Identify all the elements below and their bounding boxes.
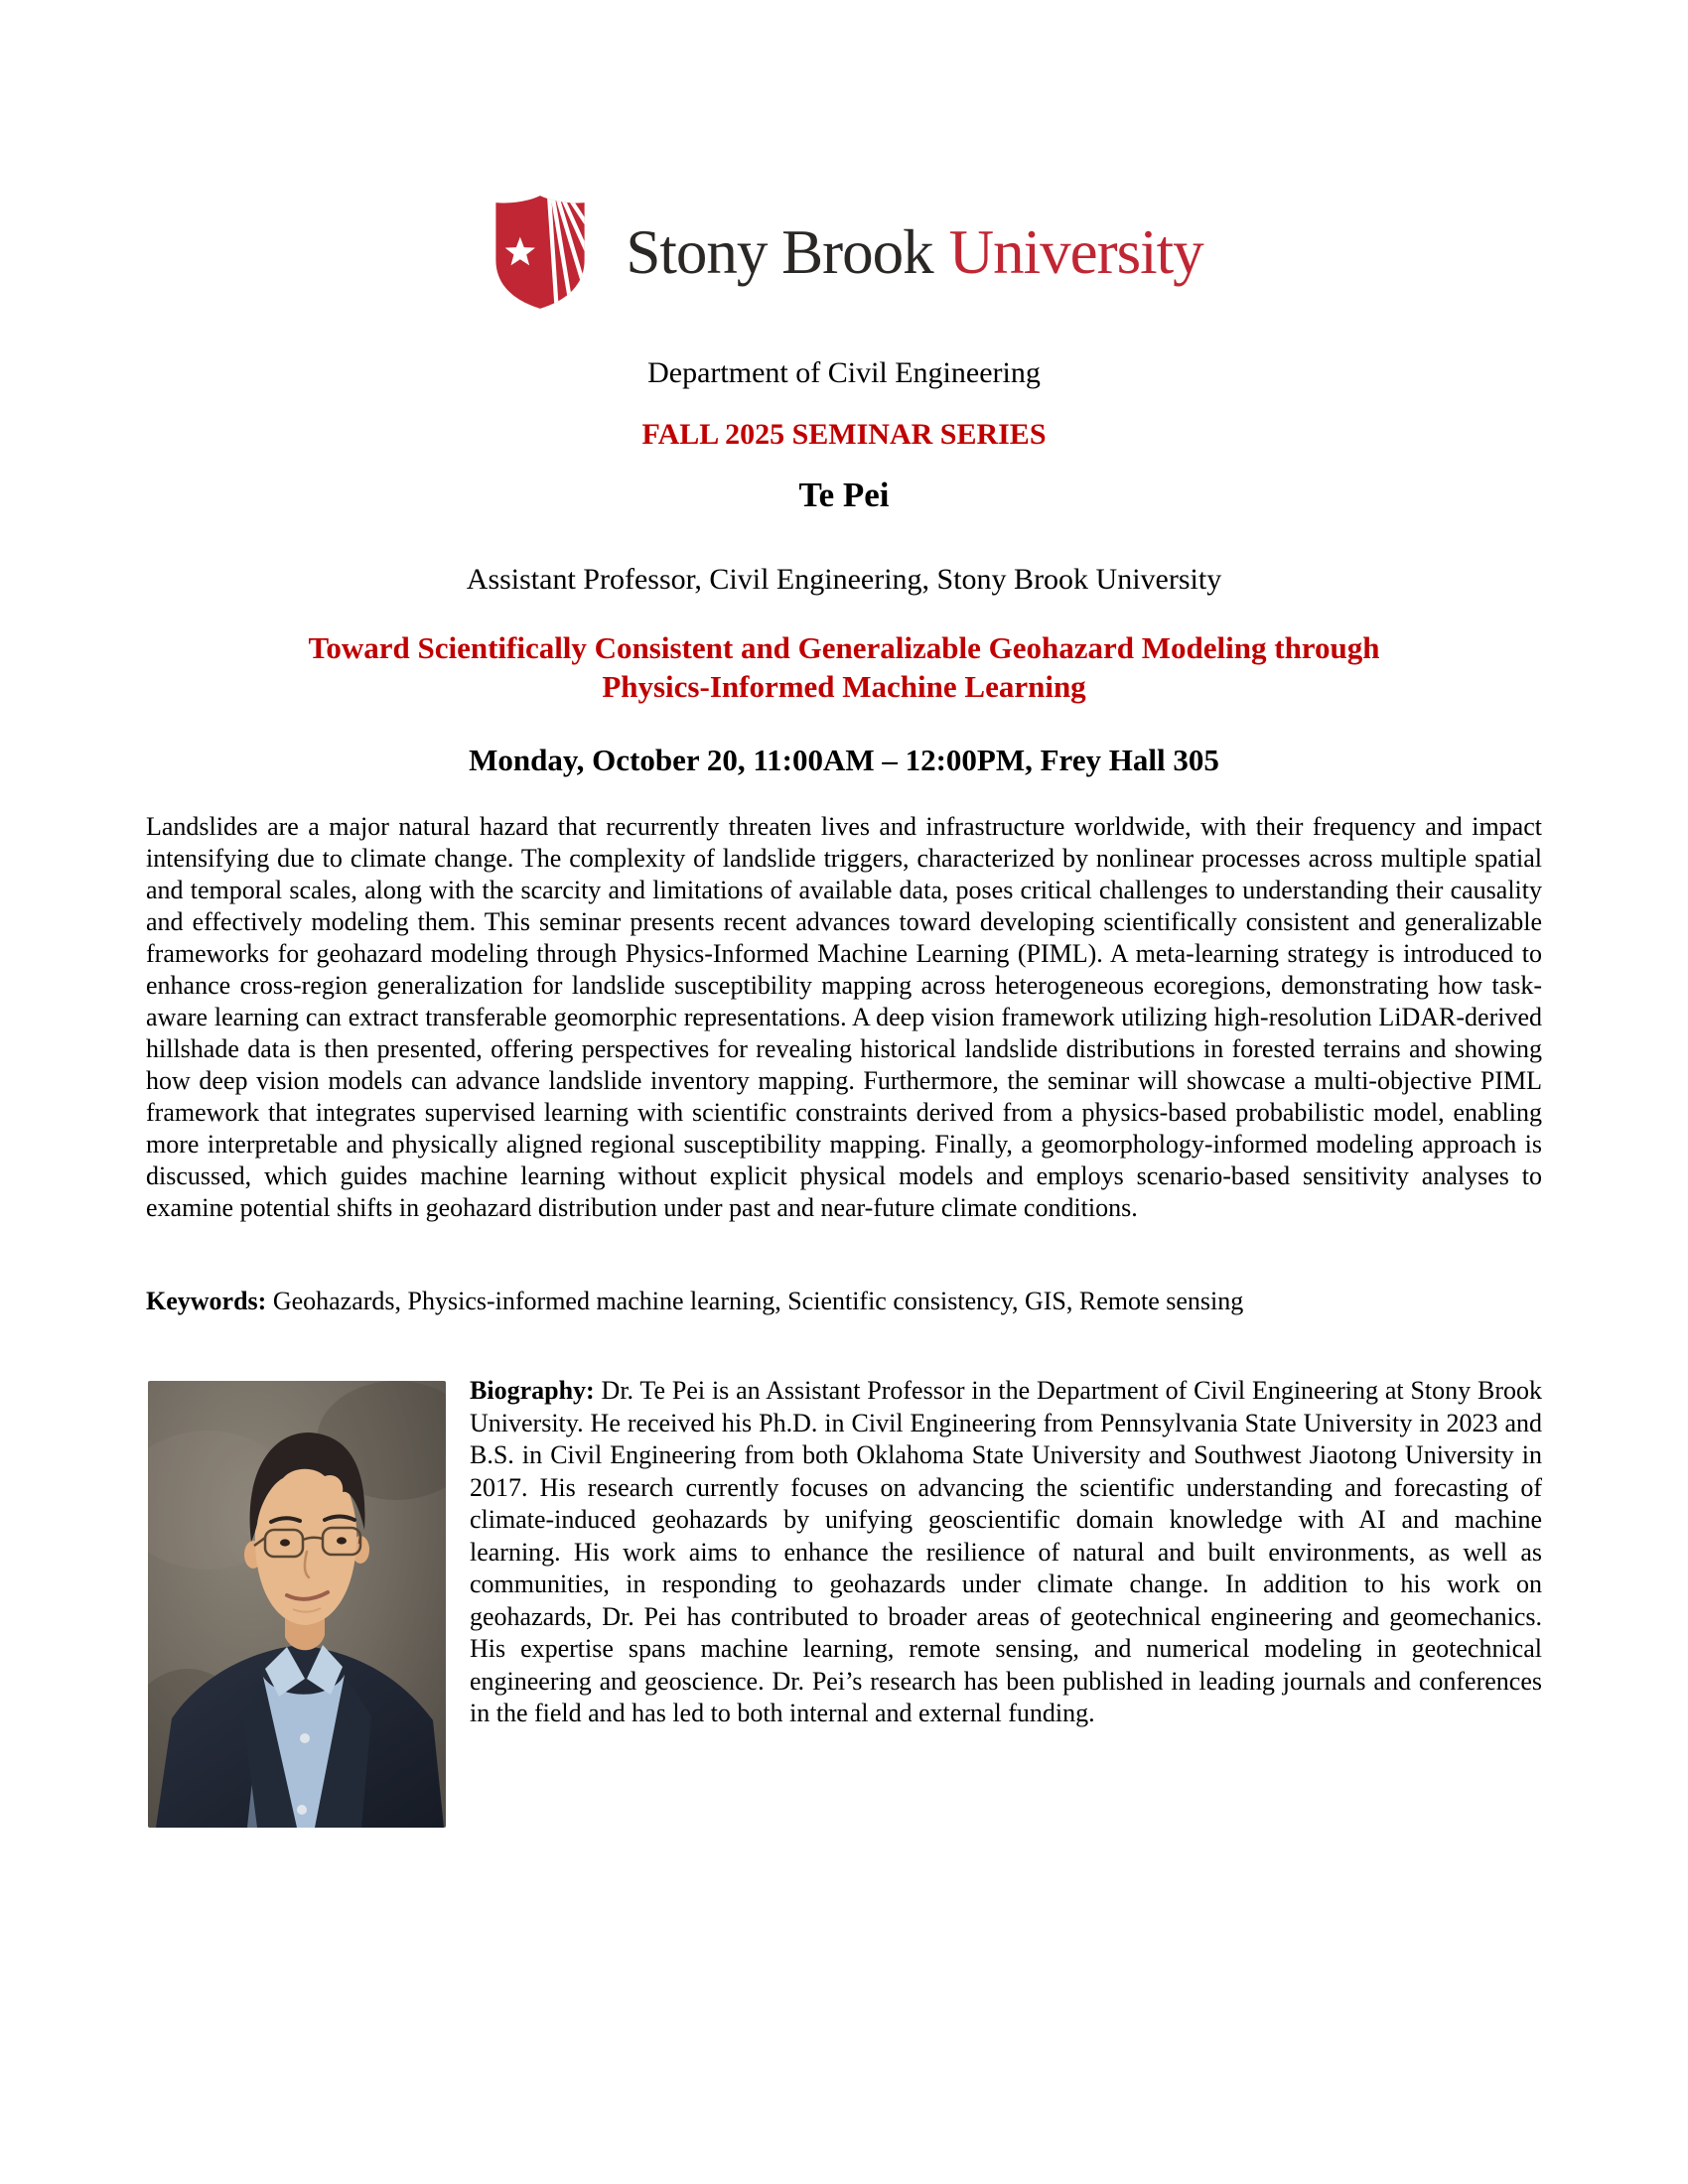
speaker-name: Te Pei xyxy=(798,476,890,514)
biography-section xyxy=(146,1375,1542,1840)
stony-brook-logo xyxy=(146,192,1542,313)
biography-text: Dr. Te Pei is an Assistant Professor in the Department of Civil Engineering at Stony Brook University. He received his Ph.D. in Civil Engineering from Pennsylvania State University in 2023 and B.S. in Civil Engineering from both Oklahoma State University and Southwest Jiaotong University in 2017. His research currently focuses on advancing the scientific understanding and forecasting of climate-induced geohazards by unifying geoscientific domain knowledge with AI and machine learning. His work aims to enhance the resilience of natural and built environments, as well as communities, in responding to geohazards under climate change. In addition to his work on geohazards, Dr. Pei has contributed to broader areas of geotechnical engineering and geomechanics. His expertise spans machine learning, remote sensing, and numerical modeling in geotechnical engineering and geoscience. Dr. Pei’s research has been published in leading journals and conferences in the field and has led to both internal and external funding. xyxy=(470,1376,1543,1727)
talk-title xyxy=(146,628,1542,706)
abstract-paragraph: Landslides are a major natural hazard that recurrently threaten lives and infrastructure worldwide, with their frequency and impact intensifying due to climate change. The complexity of landslide triggers, characterized by nonlinear processes across multiple spatial and temporal scales, along with the scarcity and limitations of available data, poses critical challenges to understanding their causality and effectively modeling them. This seminar presents recent advances toward developing scientifically consistent and generalizable frameworks for geohazard modeling through Physics-Informed Machine Learning (PIML). A meta-learning strategy is introduced to enhance cross-region generalization for landslide susceptibility mapping across heterogeneous ecoregions, demonstrating how task-aware learning can extract transferable geomorphic representations. A deep vision framework utilizing high-resolution LiDAR-derived hillshade data is then presented, offering perspectives for revealing historical landslide distributions in forested terrains and showing how deep vision models can advance landslide inventory mapping. Furthermore, the seminar will showcase a multi-objective PIML framework that integrates supervised learning with scientific constraints derived from a physics-based probabilistic model, enabling more interpretable and physically aligned regional susceptibility mapping. Finally, a geomorphology-informed modeling approach is discussed, which guides machine learning without explicit physical models and employs scenario-based sensitivity analyses to examine potential shifts in geohazard distribution under past and near-future climate conditions. xyxy=(146,812,1542,1222)
biography-label: Biography: xyxy=(470,1376,595,1405)
speaker-portrait-photo xyxy=(148,1381,446,1828)
keywords-line xyxy=(146,1286,1542,1317)
datetime-location-line: Monday, October 20, 11:00AM – 12:00PM, Frey Hall 305 xyxy=(469,743,1219,777)
speaker-role-line: Assistant Professor, Civil Engineering, Stony Brook University xyxy=(466,563,1222,596)
department-line: Department of Civil Engineering xyxy=(647,356,1041,389)
talk-title-line-1: Toward Scientifically Consistent and Generalizable Geohazard Modeling through xyxy=(308,630,1380,665)
wordmark-university: University xyxy=(948,216,1203,287)
stony-brook-wordmark xyxy=(626,216,1203,287)
stony-brook-shield-icon xyxy=(485,193,596,312)
keywords-text: Geohazards, Physics-informed machine learning, Scientific consistency, GIS, Remote sensing xyxy=(272,1287,1244,1315)
talk-title-line-2: Physics-Informed Machine Learning xyxy=(602,669,1086,704)
keywords-label: Keywords: xyxy=(146,1287,267,1315)
wordmark-stony-brook: Stony Brook xyxy=(626,216,933,287)
seminar-series-line: FALL 2025 SEMINAR SERIES xyxy=(641,418,1047,451)
